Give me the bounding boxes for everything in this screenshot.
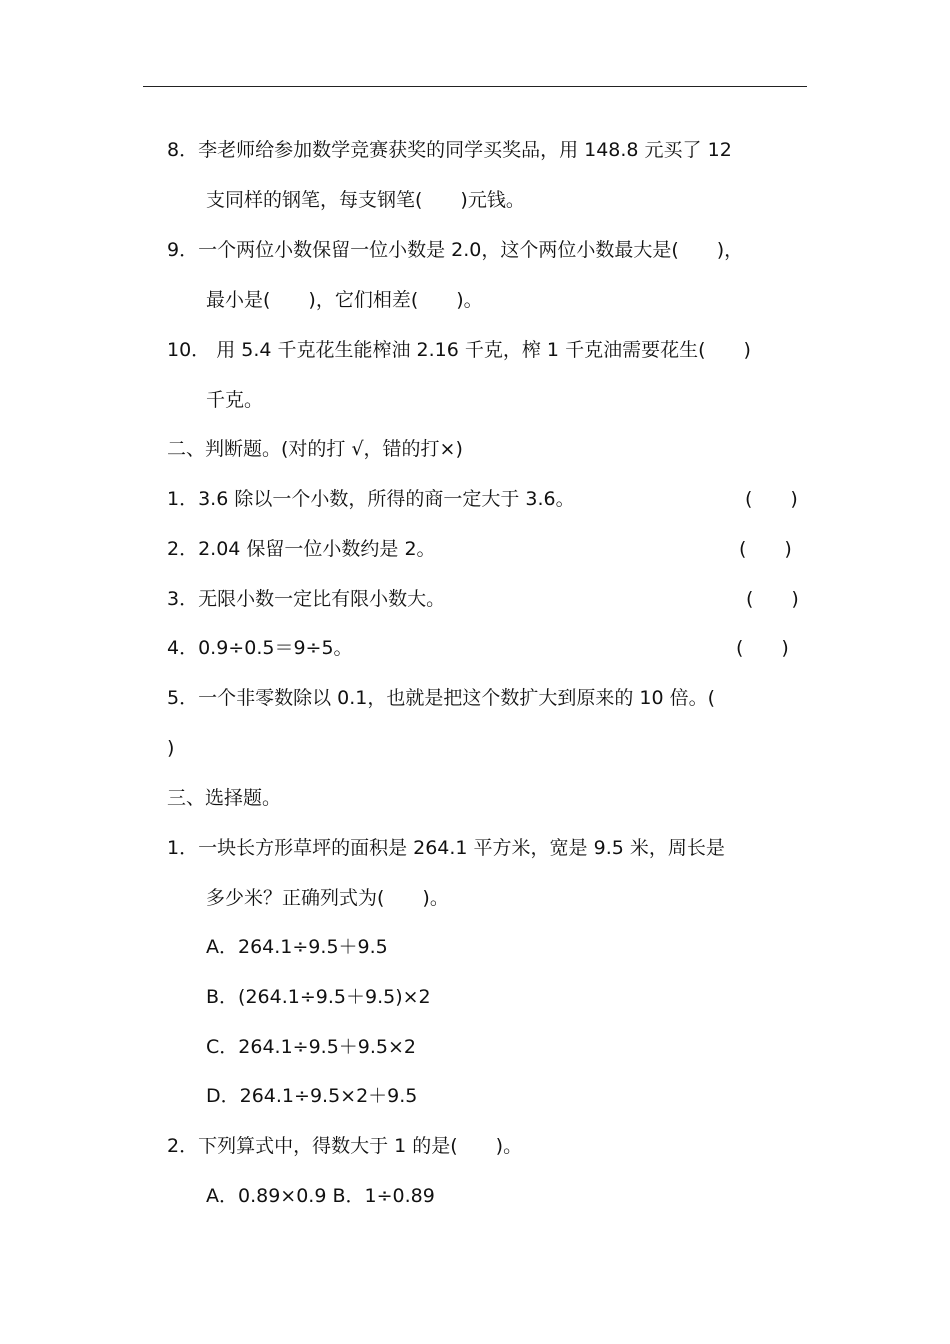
- judge-item-3-bracket: ( ): [746, 588, 799, 610]
- choice-1-option-d: D．264.1÷9.5×2＋9.5: [206, 1085, 418, 1107]
- choice-2-options: A．0.89×0.9 B．1÷0.89: [206, 1185, 435, 1207]
- section-3-heading: 三、选择题。: [167, 787, 282, 809]
- choice-2-line-1: 2．下列算式中，得数大于 1 的是( )。: [167, 1135, 523, 1157]
- question-9-line-2: 最小是( )，它们相差( )。: [206, 289, 483, 311]
- judge-item-4: 4．0.9÷0.5＝9÷5。: [167, 637, 353, 659]
- question-8-line-2: 支同样的钢笔，每支钢笔( )元钱。: [206, 189, 525, 211]
- question-9-line-1: 9．一个两位小数保留一位小数是 2.0，这个两位小数最大是( )，: [167, 239, 744, 261]
- question-10-line-1: 10． 用 5.4 千克花生能榨油 2.16 千克，榨 1 千克油需要花生( ): [167, 339, 751, 361]
- choice-1-line-2: 多少米？正确列式为( )。: [206, 887, 449, 909]
- judge-item-4-bracket: ( ): [736, 637, 789, 659]
- choice-1-option-b: B．(264.1÷9.5＋9.5)×2: [206, 986, 431, 1008]
- judge-item-3: 3．无限小数一定比有限小数大。: [167, 588, 446, 610]
- judge-item-5-line-1: 5．一个非零数除以 0.1，也就是把这个数扩大到原来的 10 倍。(: [167, 687, 716, 709]
- judge-item-2-bracket: ( ): [739, 538, 792, 560]
- judge-item-1-bracket: ( ): [745, 488, 798, 510]
- choice-1-option-c: C．264.1÷9.5＋9.5×2: [206, 1036, 417, 1058]
- question-8-line-1: 8．李老师给参加数学竞赛获奖的同学买奖品，用 148.8 元买了 12: [167, 139, 732, 161]
- header-rule: [143, 86, 807, 87]
- judge-item-1: 1．3.6 除以一个小数，所得的商一定大于 3.6。: [167, 488, 575, 510]
- section-2-heading: 二、判断题。(对的打 √，错的打×): [167, 438, 463, 460]
- judge-item-2: 2．2.04 保留一位小数约是 2。: [167, 538, 436, 560]
- choice-1-option-a: A．264.1÷9.5＋9.5: [206, 936, 388, 958]
- choice-1-line-1: 1．一块长方形草坪的面积是 264.1 平方米，宽是 9.5 米，周长是: [167, 837, 725, 859]
- question-10-line-2: 千克。: [206, 389, 264, 411]
- judge-item-5-line-2: ): [167, 737, 175, 759]
